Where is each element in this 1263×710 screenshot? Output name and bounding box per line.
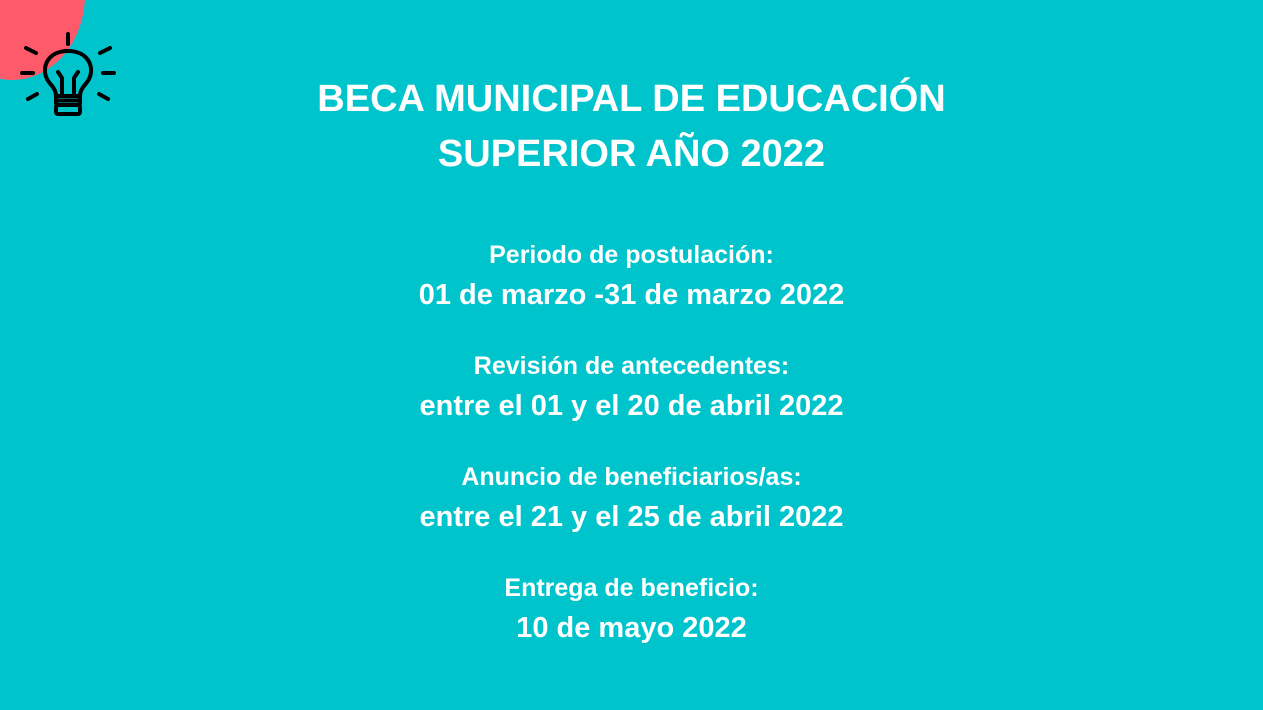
title-line-1: BECA MUNICIPAL DE EDUCACIÓN (317, 78, 946, 120)
title-line-2: SUPERIOR AÑO 2022 (437, 133, 826, 175)
schedule-label: Anuncio de beneficiarios/as: (461, 463, 802, 491)
schedule-item-entrega (0, 569, 1263, 680)
schedule-item-revision (0, 347, 1263, 458)
schedule-label: Periodo de postulación: (489, 241, 774, 269)
schedule-label: Revisión de antecedentes: (473, 352, 790, 380)
schedule-item-anuncio (0, 458, 1263, 569)
schedule-list (0, 236, 1263, 680)
schedule-label: Entrega de beneficio: (504, 574, 759, 602)
schedule-date: entre el 21 y el 25 de abril 2022 (419, 501, 844, 533)
page-title (0, 72, 1263, 182)
schedule-date: entre el 01 y el 20 de abril 2022 (419, 390, 844, 422)
schedule-item-postulacion (0, 236, 1263, 347)
schedule-date: 10 de mayo 2022 (516, 612, 747, 644)
schedule-date: 01 de marzo -31 de marzo 2022 (418, 279, 845, 311)
